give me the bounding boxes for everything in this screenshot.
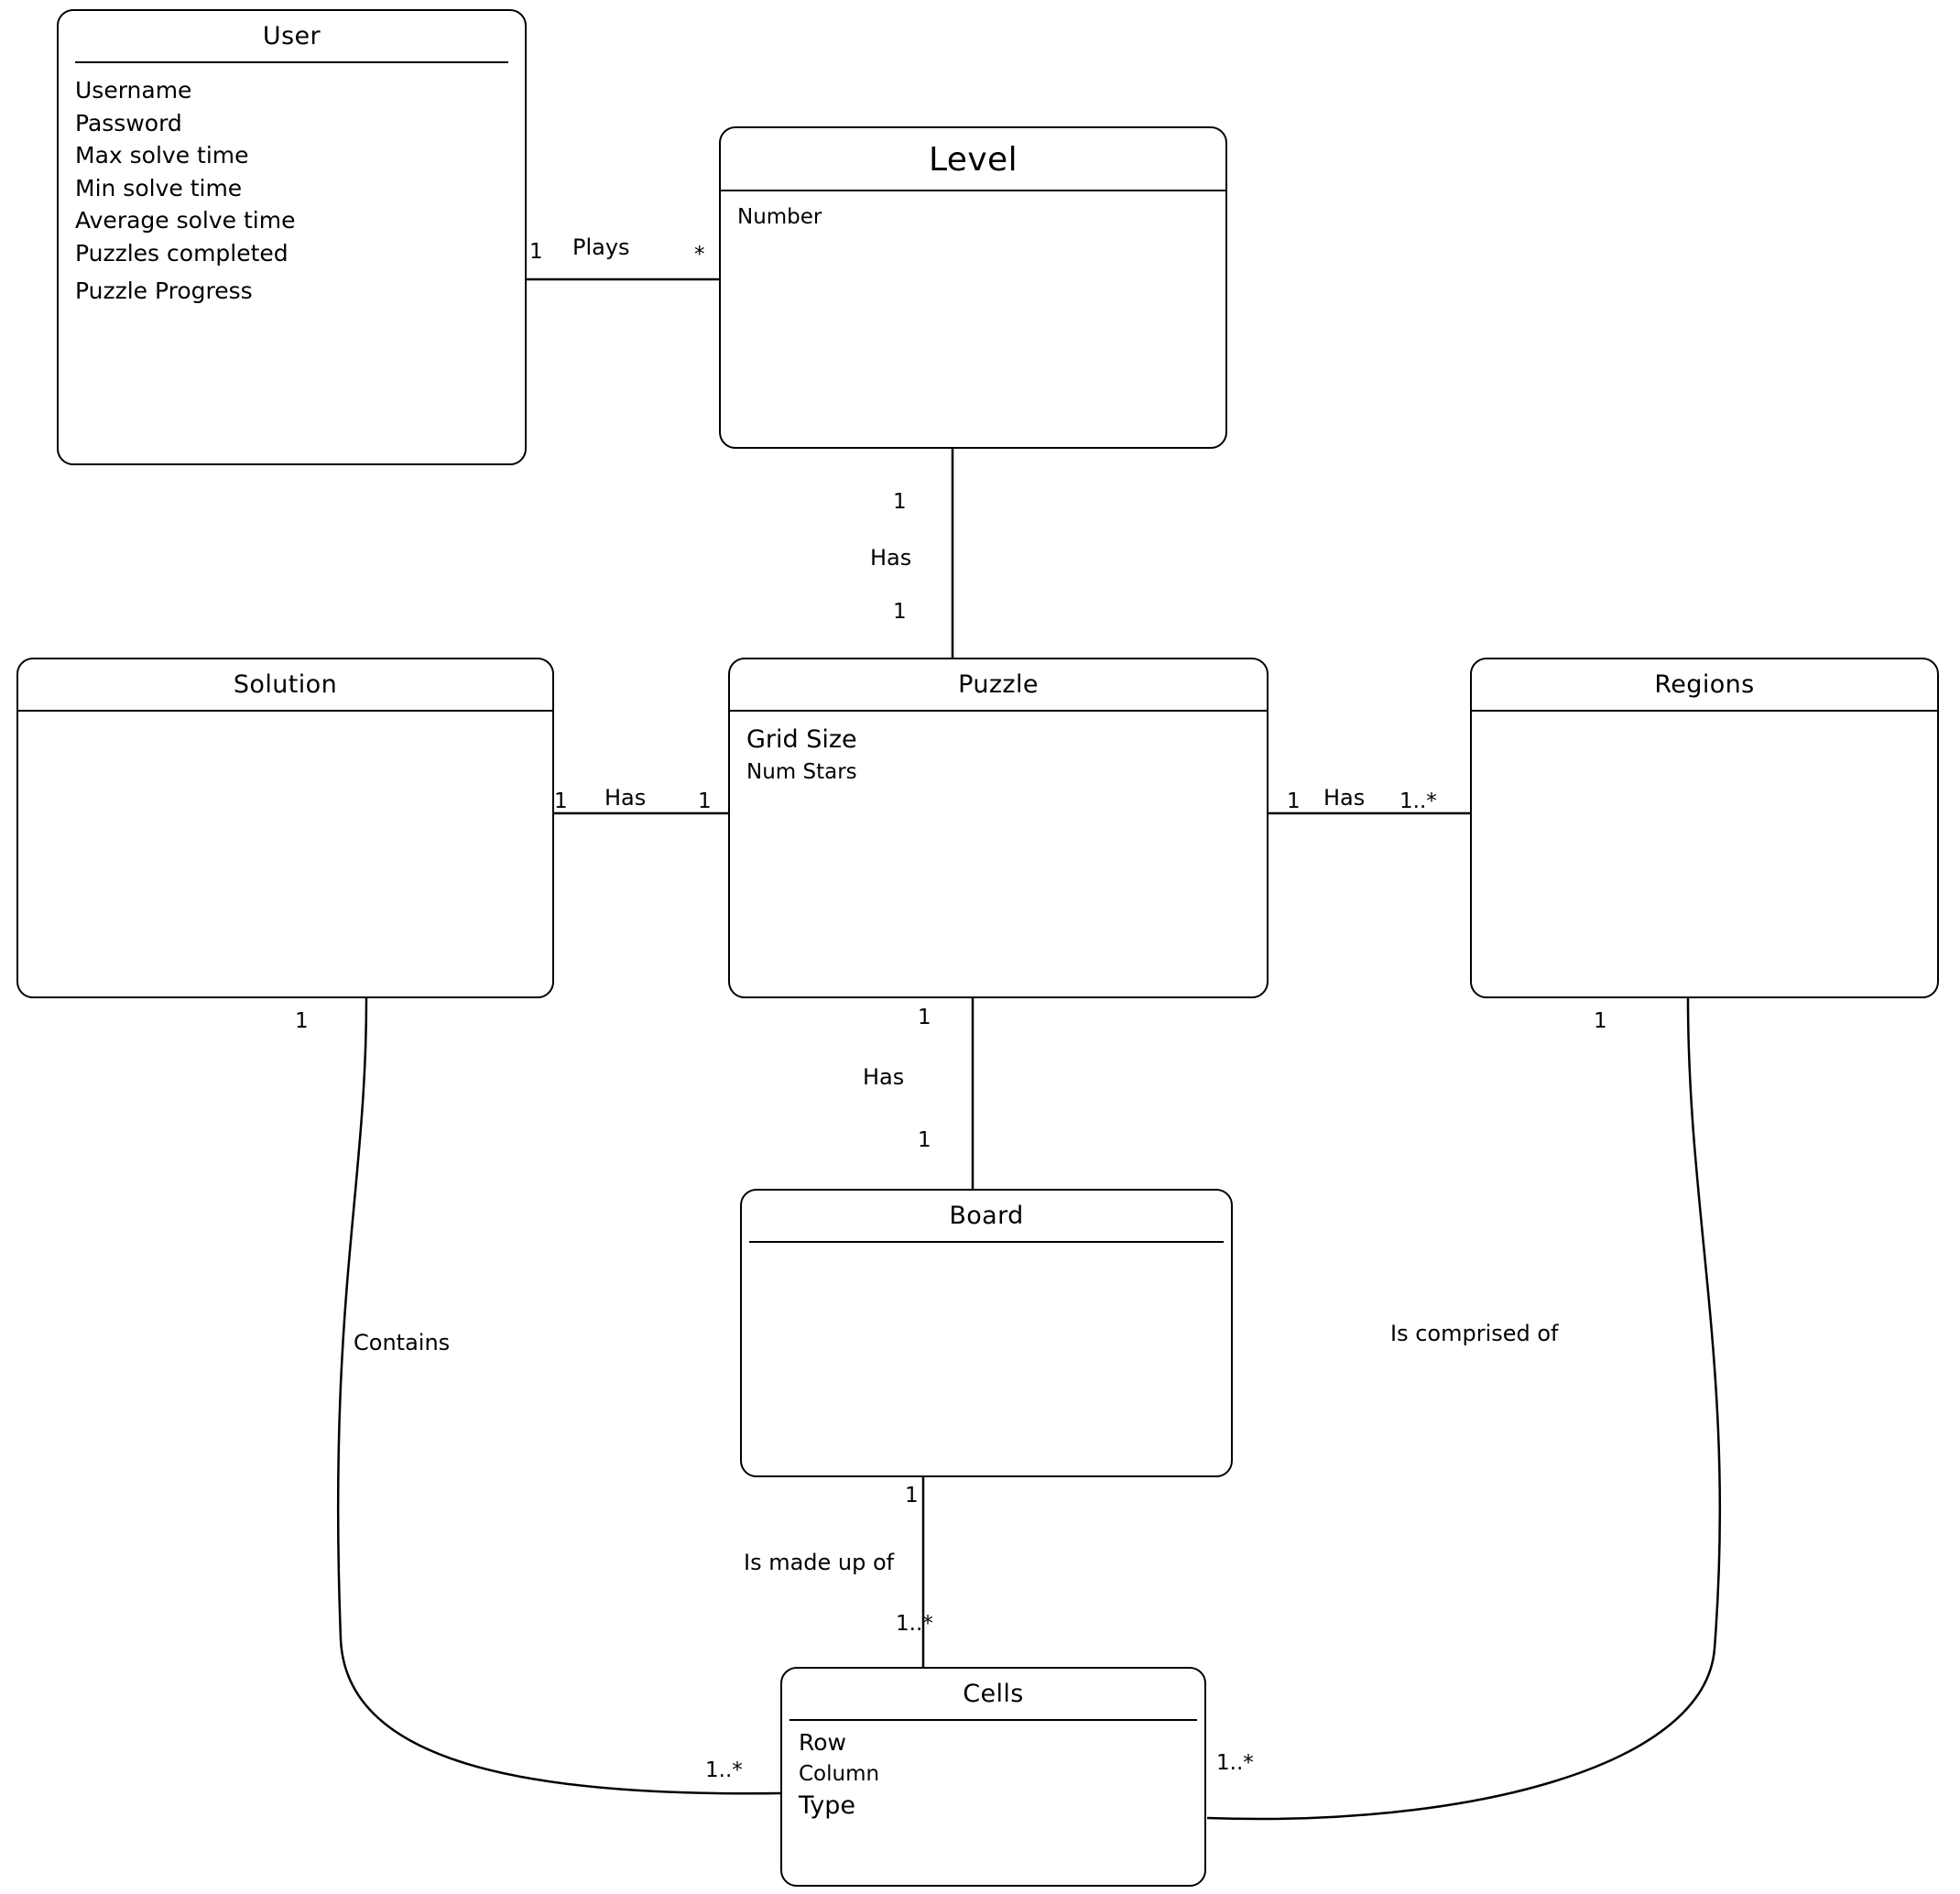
entity-level-title: Level	[928, 141, 1018, 179]
attribute: Password	[75, 109, 182, 136]
cardinality-regions-cells-to: 1..*	[1216, 1751, 1254, 1775]
cardinality-solution-has-puzzle-to: 1	[698, 789, 712, 813]
relationship-label-plays: Plays	[572, 234, 630, 260]
cardinality-level-has-puzzle-to: 1	[893, 600, 907, 624]
attribute: Average solve time	[75, 207, 296, 234]
entity-cells[interactable]	[780, 1667, 1206, 1887]
relationship-label-has-puzzle-board: Has	[863, 1064, 905, 1090]
entity-user-attributes	[59, 63, 525, 317]
cardinality-puzzle-has-board-to: 1	[918, 1128, 931, 1152]
entity-level[interactable]	[719, 126, 1227, 449]
attribute: Column	[799, 1761, 880, 1786]
attribute: Row	[799, 1729, 846, 1756]
entity-regions-attributes	[1472, 712, 1937, 732]
entity-puzzle-title: Puzzle	[958, 670, 1039, 699]
cardinality-puzzle-has-board-from: 1	[918, 1006, 931, 1029]
relationship-label-has-solution-puzzle: Has	[604, 785, 647, 811]
entity-solution-attributes	[18, 712, 552, 732]
attribute: Puzzle Progress	[75, 278, 253, 304]
relationship-label-has-level-puzzle: Has	[870, 545, 912, 571]
attribute: Max solve time	[75, 142, 249, 169]
attribute: Type	[799, 1791, 856, 1821]
cardinality-board-cells-to: 1..*	[896, 1612, 933, 1636]
relationship-label-contains: Contains	[354, 1330, 451, 1355]
attribute: Grid Size	[746, 725, 857, 754]
entity-solution[interactable]	[16, 658, 554, 998]
entity-regions-title: Regions	[1654, 670, 1755, 699]
entity-board-attributes	[742, 1243, 1231, 1263]
entity-level-attributes	[721, 191, 1225, 242]
attribute: Puzzles completed	[75, 239, 289, 267]
attribute: Username	[75, 77, 192, 103]
entity-puzzle[interactable]	[728, 658, 1269, 998]
entity-user-title: User	[262, 22, 321, 50]
relationship-label-is-made-up-of: Is made up of	[744, 1550, 895, 1575]
entity-board[interactable]	[740, 1189, 1233, 1477]
relationship-label-is-comprised-of: Is comprised of	[1390, 1321, 1559, 1346]
cardinality-regions-cells-from: 1	[1594, 1009, 1607, 1033]
cardinality-puzzle-has-regions-to: 1..*	[1399, 789, 1437, 813]
cardinality-user-plays-level-from: 1	[529, 240, 543, 264]
cardinality-user-plays-level-to: *	[694, 243, 705, 267]
relationship-label-has-puzzle-regions: Has	[1323, 785, 1366, 811]
entity-cells-title: Cells	[963, 1680, 1024, 1708]
cardinality-solution-has-puzzle-from: 1	[554, 789, 568, 813]
cardinality-solution-contains-cells-from: 1	[295, 1009, 309, 1033]
entity-solution-title: Solution	[233, 670, 338, 699]
attribute: Number	[737, 205, 822, 229]
entity-board-title: Board	[949, 1202, 1024, 1230]
attribute: Min solve time	[75, 174, 243, 201]
cardinality-solution-contains-cells-to: 1..*	[705, 1758, 743, 1782]
entity-user[interactable]	[57, 9, 527, 465]
entity-cells-attributes	[782, 1721, 1204, 1833]
entity-puzzle-attributes	[730, 712, 1267, 797]
entity-regions[interactable]	[1470, 658, 1939, 998]
cardinality-level-has-puzzle-from: 1	[893, 490, 907, 514]
cardinality-board-cells-from: 1	[905, 1484, 919, 1508]
attribute: Num Stars	[746, 760, 857, 785]
cardinality-puzzle-has-regions-from: 1	[1287, 789, 1301, 813]
